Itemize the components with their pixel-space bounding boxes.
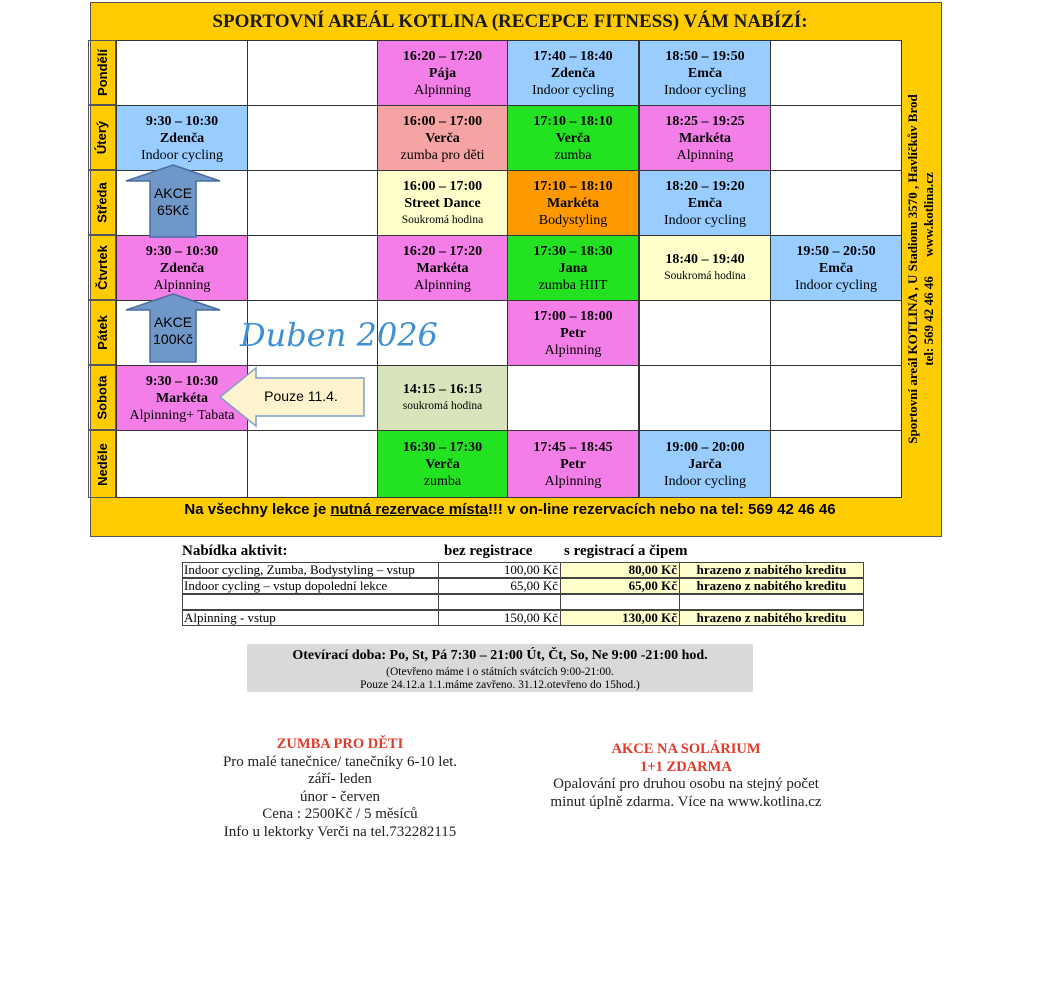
page-title: SPORTOVNÍ AREÁL KOTLINA (RECEPCE FITNESS) VÁM NABÍZÍ: xyxy=(212,11,808,32)
class-cell: 9:30 – 10:30 Zdenča Alpinning xyxy=(116,235,248,301)
price-row: Alpinning - vstup 150,00 Kč 130,00 Kč hrazeno z nabitého kreditu xyxy=(182,610,864,626)
class-cell: 17:45 – 18:45 Petr Alpinning xyxy=(507,430,639,498)
solarium-promo: AKCE NA SOLÁRIUM 1+1 ZDARMA Opalování pro druhou osobu na stejný počet minut úplně zdarma. Více na www.kotlina.cz xyxy=(550,741,822,810)
class-cell: 19:50 – 20:50 Emča Indoor cycling xyxy=(770,235,902,301)
grid-cell xyxy=(770,430,902,498)
reservation-notice: Na všechny lekce je nutná rezervace místa!!! v on-line rezervacích nebo na tel: 569 42 46 46 xyxy=(184,501,836,518)
grid-cell xyxy=(116,40,248,106)
grid-cell xyxy=(639,300,771,366)
grid-cell xyxy=(770,170,902,236)
grid-cell xyxy=(507,365,639,431)
side-contact: Sportovní areál KOTLINA , U Stadionu 3570 , Havlíčkův Brod tel: 569 42 46 46 www.kotlina.cz xyxy=(905,94,937,444)
grid-cell xyxy=(116,430,248,498)
day-label-friday: Pátek xyxy=(88,300,116,365)
opening-hours: Otevírací doba: Po, St, Pá 7:30 – 21:00 Út, Čt, So, Ne 9:00 -21:00 hod. (Otevřeno máme i o státních svátcích 9:00-21:00. Pouze 24.12.a 1.1.máme zavřeno. 31.12.otevřeno do 15hod.) xyxy=(247,644,753,692)
zumba-promo: ZUMBA PRO DĚTI Pro malé tanečnice/ tanečníky 6-10 let. září- leden únor - červen Cena : 2500Kč / 5 měsíců Info u lektorky Verči na tel.732282115 xyxy=(222,736,458,840)
class-cell: 18:50 – 19:50 Emča Indoor cycling xyxy=(639,40,771,106)
grid-cell xyxy=(247,105,378,171)
class-cell: 16:00 – 17:00 Street Dance Soukromá hodina xyxy=(377,170,508,236)
day-label-sunday: Neděle xyxy=(88,430,116,498)
class-cell: 17:10 – 18:10 Verča zumba xyxy=(507,105,639,171)
class-cell: 19:00 – 20:00 Jarča Indoor cycling xyxy=(639,430,771,498)
class-cell: 9:30 – 10:30 Markéta Alpinning+ Tabata xyxy=(116,365,248,431)
class-cell: 16:30 – 17:30 Verča zumba xyxy=(377,430,508,498)
class-cell: 17:10 – 18:10 Markéta Bodystyling xyxy=(507,170,639,236)
grid-cell xyxy=(770,40,902,106)
price-row: Indoor cycling – vstup dopolední lekce 65,00 Kč 65,00 Kč hrazeno z nabitého kreditu xyxy=(182,578,864,594)
price-table-header: Nabídka aktivit: bez registrace s registrací a čipem xyxy=(182,543,688,559)
day-label-thursday: Čtvrtek xyxy=(88,235,116,300)
class-cell: 18:40 – 19:40 Soukromá hodina xyxy=(639,235,771,301)
class-cell: 16:20 – 17:20 Pája Alpinning xyxy=(377,40,508,106)
class-cell: 16:20 – 17:20 Markéta Alpinning xyxy=(377,235,508,301)
class-cell: 18:25 – 19:25 Markéta Alpinning xyxy=(639,105,771,171)
class-cell: 9:30 – 10:30 Zdenča Indoor cycling xyxy=(116,105,248,171)
pouze-label: Pouze 11.4. xyxy=(264,388,338,404)
class-cell: 14:15 – 16:15 soukromá hodina xyxy=(377,365,508,431)
grid-cell xyxy=(247,430,378,498)
grid-cell xyxy=(247,40,378,106)
day-label-saturday: Sobota xyxy=(88,365,116,430)
grid-cell xyxy=(770,105,902,171)
akce-100-label: AKCE 100Kč xyxy=(153,314,193,347)
grid-cell xyxy=(639,365,771,431)
month-label: Duben 2026 xyxy=(240,316,438,354)
grid-cell xyxy=(770,300,902,366)
akce-65-label: AKCE 65Kč xyxy=(153,185,193,218)
class-cell: 17:40 – 18:40 Zdenča Indoor cycling xyxy=(507,40,639,106)
day-label-wednesday: Středa xyxy=(88,170,116,235)
grid-cell xyxy=(247,170,378,236)
price-row-blank xyxy=(182,594,864,610)
grid-cell xyxy=(247,235,378,301)
day-label-monday: Pondělí xyxy=(88,40,116,105)
price-table xyxy=(182,543,864,625)
class-cell: 16:00 – 17:00 Verča zumba pro děti xyxy=(377,105,508,171)
class-cell: 18:20 – 19:20 Emča Indoor cycling xyxy=(639,170,771,236)
class-cell: 17:00 – 18:00 Petr Alpinning xyxy=(507,300,639,366)
grid-cell xyxy=(770,365,902,431)
day-label-tuesday: Úterý xyxy=(88,105,116,170)
price-row: Indoor cycling, Zumba, Bodystyling – vstup 100,00 Kč 80,00 Kč hrazeno z nabitého kreditu xyxy=(182,562,864,578)
class-cell: 17:30 – 18:30 Jana zumba HIIT xyxy=(507,235,639,301)
